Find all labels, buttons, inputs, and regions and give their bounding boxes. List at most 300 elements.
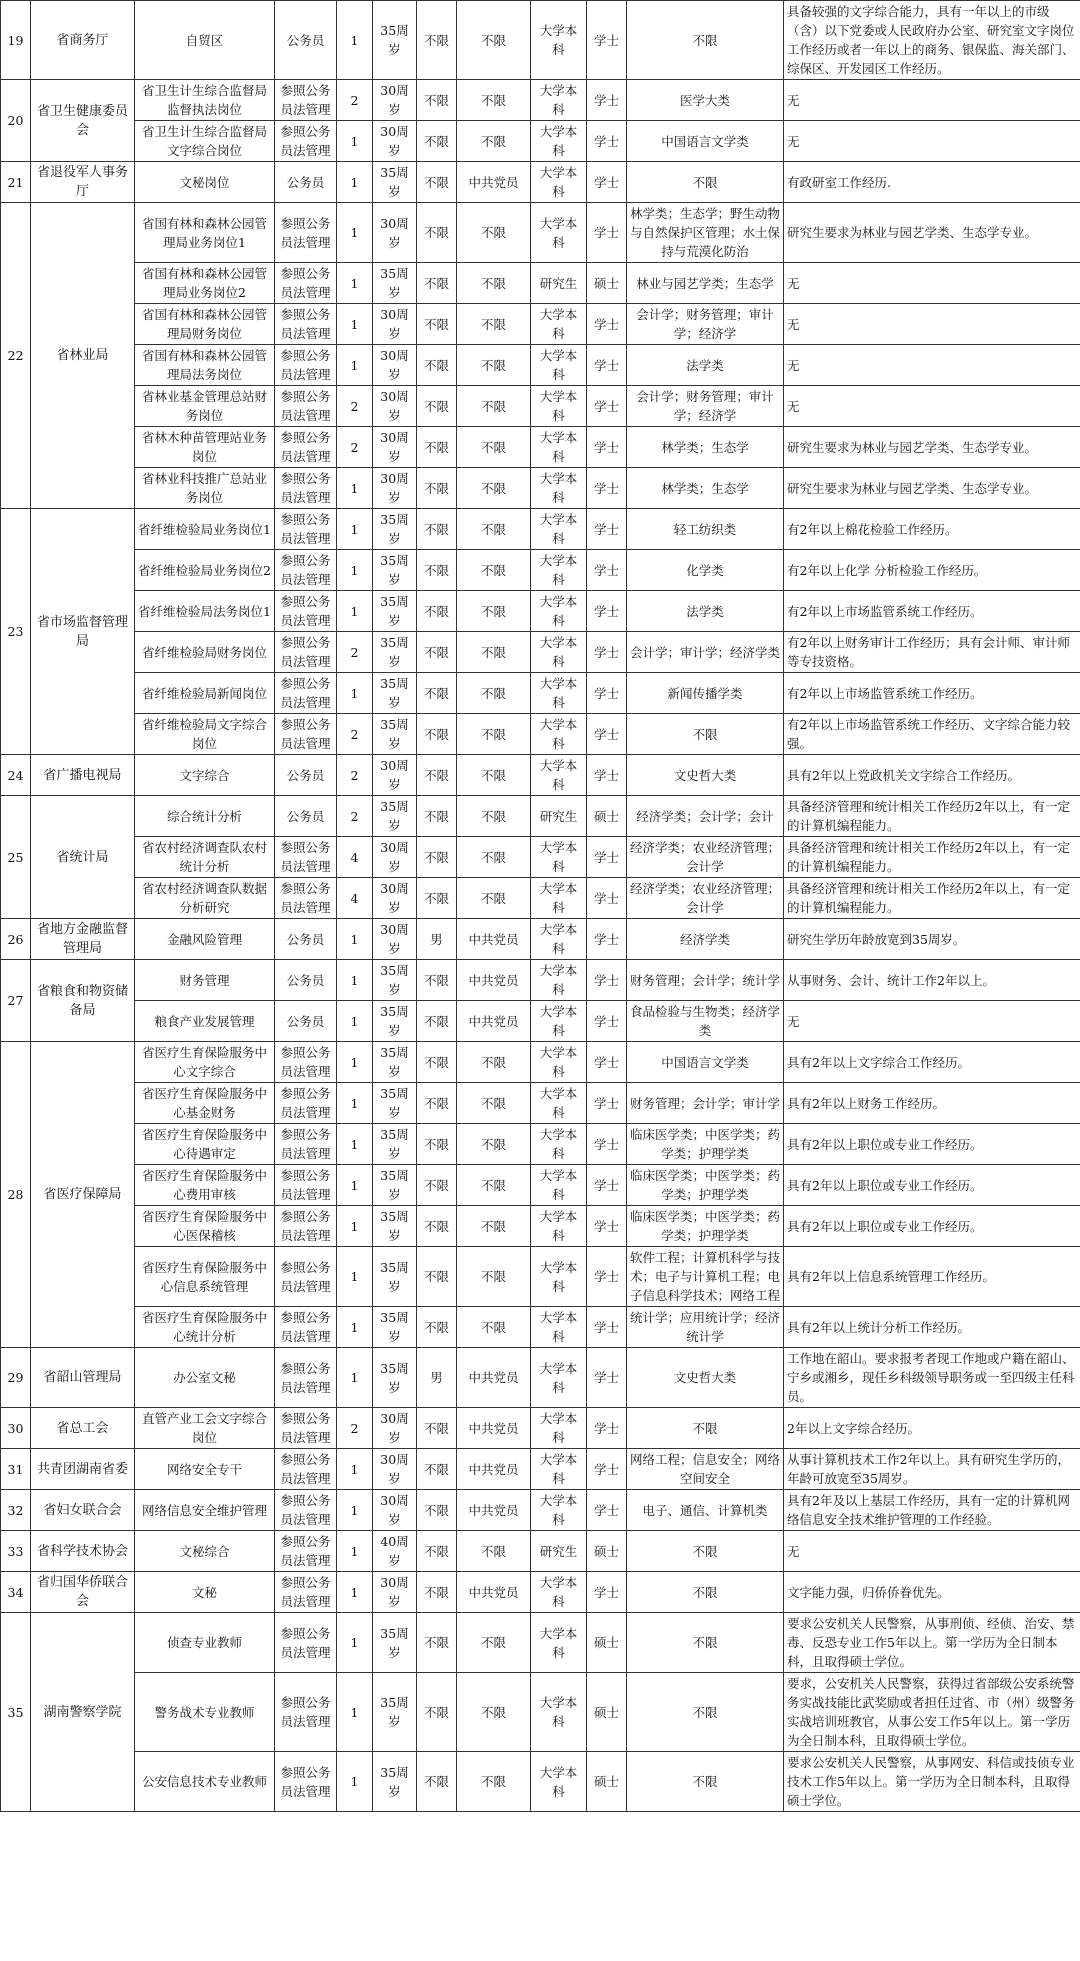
pol-cell: 不限	[457, 550, 531, 591]
req-cell: 具有2年以上党政机关文字综合工作经历。	[784, 755, 1080, 796]
major-cell: 经济学类；会计学；会计	[627, 796, 784, 837]
pol-cell: 不限	[457, 796, 531, 837]
age-cell: 30周岁	[373, 919, 417, 960]
type-cell: 参照公务员法管理	[275, 509, 337, 550]
deg-cell: 硕士	[587, 1752, 627, 1812]
unit-name-cell: 省地方金融监督管理局	[31, 919, 135, 960]
num-cell: 1	[337, 162, 373, 203]
sex-cell: 不限	[417, 1531, 457, 1572]
pol-cell: 不限	[457, 1307, 531, 1348]
pol-cell: 中共党员	[457, 162, 531, 203]
req-cell: 从事计算机技术工作2年以上。具有研究生学历的，年龄可放宽至35周岁。	[784, 1449, 1080, 1490]
req-cell: 要求公安机关人民警察，从事网安、科信或技侦专业技术工作5年以上。第一学历为全日制本科，且取得硕士学位。	[784, 1752, 1080, 1812]
pol-cell: 不限	[457, 1165, 531, 1206]
num-cell: 1	[337, 203, 373, 263]
pos-cell: 财务管理	[135, 960, 275, 1001]
req-cell: 具备经济管理和统计相关工作经历2年以上，有一定的计算机编程能力。	[784, 878, 1080, 919]
unit-name-cell: 省商务厅	[31, 1, 135, 80]
type-cell: 参照公务员法管理	[275, 386, 337, 427]
unit-name-cell: 省科学技术协会	[31, 1531, 135, 1572]
serial-number-cell: 31	[1, 1449, 31, 1490]
pol-cell: 中共党员	[457, 1572, 531, 1613]
req-cell: 有2年以上市场监管系统工作经历。	[784, 673, 1080, 714]
sex-cell: 不限	[417, 1124, 457, 1165]
deg-cell: 学士	[587, 714, 627, 755]
age-cell: 35周岁	[373, 550, 417, 591]
pol-cell: 不限	[457, 1, 531, 80]
pos-cell: 省医疗生育保险服务中心基金财务	[135, 1083, 275, 1124]
sex-cell: 不限	[417, 1613, 457, 1673]
type-cell: 参照公务员法管理	[275, 1572, 337, 1613]
unit-name-cell: 省总工会	[31, 1408, 135, 1449]
major-cell: 不限	[627, 1613, 784, 1673]
edu-cell: 大学本科	[531, 755, 587, 796]
age-cell: 35周岁	[373, 1613, 417, 1673]
sex-cell: 不限	[417, 1001, 457, 1042]
pos-cell: 网络信息安全维护管理	[135, 1490, 275, 1531]
req-cell: 2年以上文字综合经历。	[784, 1408, 1080, 1449]
pol-cell: 中共党员	[457, 960, 531, 1001]
req-cell: 有2年以上市场监管系统工作经历、文字综合能力较强。	[784, 714, 1080, 755]
type-cell: 参照公务员法管理	[275, 1124, 337, 1165]
deg-cell: 硕士	[587, 796, 627, 837]
type-cell: 参照公务员法管理	[275, 837, 337, 878]
age-cell: 35周岁	[373, 1247, 417, 1307]
table-row	[1, 960, 1080, 1001]
num-cell: 1	[337, 509, 373, 550]
deg-cell: 学士	[587, 1, 627, 80]
num-cell: 1	[337, 1348, 373, 1408]
major-cell: 不限	[627, 1673, 784, 1752]
table-row	[1, 1408, 1080, 1449]
pol-cell: 中共党员	[457, 919, 531, 960]
num-cell: 1	[337, 263, 373, 304]
pos-cell: 办公室文秘	[135, 1348, 275, 1408]
num-cell: 1	[337, 1042, 373, 1083]
type-cell: 公务员	[275, 162, 337, 203]
edu-cell: 大学本科	[531, 960, 587, 1001]
age-cell: 40周岁	[373, 1531, 417, 1572]
type-cell: 公务员	[275, 1001, 337, 1042]
age-cell: 35周岁	[373, 162, 417, 203]
table-row	[1, 919, 1080, 960]
major-cell: 新闻传播学类	[627, 673, 784, 714]
pol-cell: 不限	[457, 203, 531, 263]
pol-cell: 不限	[457, 632, 531, 673]
req-cell: 无	[784, 1001, 1080, 1042]
pos-cell: 省国有林和森林公园管理局业务岗位1	[135, 203, 275, 263]
major-cell: 不限	[627, 1531, 784, 1572]
deg-cell: 学士	[587, 837, 627, 878]
req-cell: 具有2年以上职位或专业工作经历。	[784, 1124, 1080, 1165]
deg-cell: 学士	[587, 1348, 627, 1408]
num-cell: 1	[337, 1165, 373, 1206]
edu-cell: 大学本科	[531, 386, 587, 427]
pol-cell: 不限	[457, 1613, 531, 1673]
num-cell: 1	[337, 1490, 373, 1531]
edu-cell: 大学本科	[531, 304, 587, 345]
edu-cell: 大学本科	[531, 345, 587, 386]
major-cell: 法学类	[627, 591, 784, 632]
serial-number-cell: 35	[1, 1613, 31, 1812]
num-cell: 1	[337, 1449, 373, 1490]
edu-cell: 大学本科	[531, 550, 587, 591]
major-cell: 电子、通信、计算机类	[627, 1490, 784, 1531]
table-row	[1, 1348, 1080, 1408]
age-cell: 30周岁	[373, 755, 417, 796]
pos-cell: 省纤维检验局文字综合岗位	[135, 714, 275, 755]
table-row	[1, 878, 1080, 919]
num-cell: 1	[337, 673, 373, 714]
sex-cell: 不限	[417, 203, 457, 263]
req-cell: 具有2年以上信息系统管理工作经历。	[784, 1247, 1080, 1307]
edu-cell: 大学本科	[531, 1083, 587, 1124]
deg-cell: 学士	[587, 1572, 627, 1613]
age-cell: 30周岁	[373, 427, 417, 468]
age-cell: 30周岁	[373, 1408, 417, 1449]
req-cell: 具备经济管理和统计相关工作经历2年以上，有一定的计算机编程能力。	[784, 796, 1080, 837]
pos-cell: 省农村经济调查队农村统计分析	[135, 837, 275, 878]
sex-cell: 不限	[417, 1042, 457, 1083]
table-row	[1, 1572, 1080, 1613]
age-cell: 35周岁	[373, 1307, 417, 1348]
req-cell: 具有2年以上职位或专业工作经历。	[784, 1206, 1080, 1247]
pos-cell: 自贸区	[135, 1, 275, 80]
edu-cell: 大学本科	[531, 427, 587, 468]
table-row	[1, 1752, 1080, 1812]
sex-cell: 不限	[417, 960, 457, 1001]
edu-cell: 大学本科	[531, 121, 587, 162]
table-row	[1, 121, 1080, 162]
table-row	[1, 80, 1080, 121]
edu-cell: 大学本科	[531, 80, 587, 121]
deg-cell: 学士	[587, 1307, 627, 1348]
table-row	[1, 1083, 1080, 1124]
pos-cell: 省纤维检验局法务岗位1	[135, 591, 275, 632]
pol-cell: 中共党员	[457, 1348, 531, 1408]
req-cell: 要求，公安机关人民警察，获得过省部级公安系统警务实战技能比武奖励或者担任过省、市（州）级警务实战培训班教官，从事公安工作5年以上。第一学历为全日制本科，且取得硕士学位。	[784, 1673, 1080, 1752]
table-row	[1, 162, 1080, 203]
req-cell: 有2年以上市场监管系统工作经历。	[784, 591, 1080, 632]
num-cell: 2	[337, 796, 373, 837]
deg-cell: 学士	[587, 304, 627, 345]
edu-cell: 大学本科	[531, 632, 587, 673]
deg-cell: 学士	[587, 1083, 627, 1124]
pos-cell: 公安信息技术专业教师	[135, 1752, 275, 1812]
age-cell: 30周岁	[373, 345, 417, 386]
age-cell: 35周岁	[373, 796, 417, 837]
sex-cell: 不限	[417, 1247, 457, 1307]
deg-cell: 学士	[587, 960, 627, 1001]
deg-cell: 学士	[587, 591, 627, 632]
req-cell: 具有2年及以上基层工作经历，具有一定的计算机网络信息安全技术维护管理的工作经验。	[784, 1490, 1080, 1531]
num-cell: 1	[337, 1613, 373, 1673]
serial-number-cell: 23	[1, 509, 31, 755]
num-cell: 2	[337, 386, 373, 427]
major-cell: 不限	[627, 714, 784, 755]
req-cell: 从事财务、会计、统计工作2年以上。	[784, 960, 1080, 1001]
serial-number-cell: 29	[1, 1348, 31, 1408]
major-cell: 临床医学类；中医学类；药学类；护理学类	[627, 1124, 784, 1165]
age-cell: 30周岁	[373, 837, 417, 878]
num-cell: 1	[337, 1531, 373, 1572]
edu-cell: 大学本科	[531, 203, 587, 263]
age-cell: 30周岁	[373, 1449, 417, 1490]
major-cell: 轻工纺织类	[627, 509, 784, 550]
type-cell: 公务员	[275, 960, 337, 1001]
major-cell: 医学大类	[627, 80, 784, 121]
age-cell: 30周岁	[373, 878, 417, 919]
num-cell: 1	[337, 919, 373, 960]
major-cell: 不限	[627, 162, 784, 203]
sex-cell: 不限	[417, 837, 457, 878]
age-cell: 30周岁	[373, 203, 417, 263]
serial-number-cell: 20	[1, 80, 31, 162]
pos-cell: 省卫生计生综合监督局文字综合岗位	[135, 121, 275, 162]
major-cell: 化学类	[627, 550, 784, 591]
edu-cell: 大学本科	[531, 1001, 587, 1042]
req-cell: 研究生要求为林业与园艺学类、生态学专业。	[784, 427, 1080, 468]
pos-cell: 网络安全专干	[135, 1449, 275, 1490]
req-cell: 具备较强的文字综合能力，具有一年以上的市级（含）以下党委或人民政府办公室、研究室文字岗位工作经历或者一年以上的商务、银保监、海关部门、综保区、开发园区工作经历。	[784, 1, 1080, 80]
pos-cell: 省纤维检验局业务岗位1	[135, 509, 275, 550]
num-cell: 2	[337, 755, 373, 796]
edu-cell: 研究生	[531, 796, 587, 837]
pos-cell: 省国有林和森林公园管理局业务岗位2	[135, 263, 275, 304]
type-cell: 参照公务员法管理	[275, 121, 337, 162]
unit-name-cell: 省归国华侨联合会	[31, 1572, 135, 1613]
unit-name-cell: 共青团湖南省委	[31, 1449, 135, 1490]
edu-cell: 大学本科	[531, 1449, 587, 1490]
num-cell: 1	[337, 468, 373, 509]
sex-cell: 不限	[417, 162, 457, 203]
req-cell: 研究生学历年龄放宽到35周岁。	[784, 919, 1080, 960]
pol-cell: 中共党员	[457, 1490, 531, 1531]
req-cell: 具有2年以上文字综合工作经历。	[784, 1042, 1080, 1083]
deg-cell: 学士	[587, 878, 627, 919]
req-cell: 无	[784, 304, 1080, 345]
num-cell: 1	[337, 1673, 373, 1752]
req-cell: 无	[784, 121, 1080, 162]
sex-cell: 不限	[417, 632, 457, 673]
table-row	[1, 1673, 1080, 1752]
num-cell: 2	[337, 80, 373, 121]
num-cell: 1	[337, 591, 373, 632]
sex-cell: 不限	[417, 427, 457, 468]
pol-cell: 不限	[457, 1247, 531, 1307]
pos-cell: 省医疗生育保险服务中心信息系统管理	[135, 1247, 275, 1307]
sex-cell: 不限	[417, 386, 457, 427]
pos-cell: 省林木种苗管理站业务岗位	[135, 427, 275, 468]
table-row	[1, 263, 1080, 304]
edu-cell: 大学本科	[531, 1490, 587, 1531]
major-cell: 财务管理；会计学；统计学	[627, 960, 784, 1001]
deg-cell: 学士	[587, 509, 627, 550]
age-cell: 35周岁	[373, 1673, 417, 1752]
major-cell: 中国语言文学类	[627, 1042, 784, 1083]
pos-cell: 省医疗生育保险服务中心文字综合	[135, 1042, 275, 1083]
deg-cell: 学士	[587, 550, 627, 591]
sex-cell: 不限	[417, 714, 457, 755]
major-cell: 会计学；审计学；经济学类	[627, 632, 784, 673]
type-cell: 参照公务员法管理	[275, 345, 337, 386]
num-cell: 1	[337, 345, 373, 386]
sex-cell: 不限	[417, 796, 457, 837]
pol-cell: 不限	[457, 121, 531, 162]
sex-cell: 不限	[417, 1206, 457, 1247]
unit-name-cell: 省粮食和物资储备局	[31, 960, 135, 1042]
deg-cell: 学士	[587, 1490, 627, 1531]
edu-cell: 大学本科	[531, 1673, 587, 1752]
pos-cell: 综合统计分析	[135, 796, 275, 837]
age-cell: 30周岁	[373, 468, 417, 509]
num-cell: 4	[337, 837, 373, 878]
major-cell: 软件工程；计算机科学与技术；电子与计算机工程；电子信息科学技术；网络工程	[627, 1247, 784, 1307]
sex-cell: 不限	[417, 1572, 457, 1613]
serial-number-cell: 26	[1, 919, 31, 960]
num-cell: 1	[337, 1001, 373, 1042]
major-cell: 会计学；财务管理；审计学；经济学	[627, 386, 784, 427]
pol-cell: 不限	[457, 1531, 531, 1572]
req-cell: 无	[784, 263, 1080, 304]
sex-cell: 不限	[417, 1083, 457, 1124]
sex-cell: 不限	[417, 1752, 457, 1812]
type-cell: 参照公务员法管理	[275, 1613, 337, 1673]
type-cell: 参照公务员法管理	[275, 468, 337, 509]
sex-cell: 不限	[417, 1408, 457, 1449]
edu-cell: 大学本科	[531, 714, 587, 755]
edu-cell: 大学本科	[531, 468, 587, 509]
deg-cell: 学士	[587, 1042, 627, 1083]
age-cell: 35周岁	[373, 509, 417, 550]
edu-cell: 研究生	[531, 1531, 587, 1572]
age-cell: 35周岁	[373, 263, 417, 304]
pos-cell: 省医疗生育保险服务中心统计分析	[135, 1307, 275, 1348]
req-cell: 有2年以上棉花检验工作经历。	[784, 509, 1080, 550]
pos-cell: 警务战术专业教师	[135, 1673, 275, 1752]
edu-cell: 大学本科	[531, 1348, 587, 1408]
pol-cell: 不限	[457, 1673, 531, 1752]
deg-cell: 学士	[587, 1449, 627, 1490]
req-cell: 要求公安机关人民警察，从事刑侦、经侦、治安、禁毒、反恐专业工作5年以上。第一学历为全日制本科，且取得硕士学位。	[784, 1613, 1080, 1673]
unit-name-cell: 湖南警察学院	[31, 1613, 135, 1812]
unit-name-cell: 省林业局	[31, 203, 135, 509]
type-cell: 参照公务员法管理	[275, 550, 337, 591]
major-cell: 不限	[627, 1, 784, 80]
sex-cell: 不限	[417, 1307, 457, 1348]
table-row	[1, 386, 1080, 427]
unit-name-cell: 省广播电视局	[31, 755, 135, 796]
pos-cell: 文字综合	[135, 755, 275, 796]
age-cell: 30周岁	[373, 1572, 417, 1613]
edu-cell: 大学本科	[531, 673, 587, 714]
table-row	[1, 1124, 1080, 1165]
req-cell: 具备经济管理和统计相关工作经历2年以上，有一定的计算机编程能力。	[784, 837, 1080, 878]
age-cell: 35周岁	[373, 1165, 417, 1206]
major-cell: 文史哲大类	[627, 1348, 784, 1408]
edu-cell: 大学本科	[531, 1572, 587, 1613]
type-cell: 公务员	[275, 755, 337, 796]
pol-cell: 不限	[457, 837, 531, 878]
num-cell: 1	[337, 1307, 373, 1348]
deg-cell: 学士	[587, 427, 627, 468]
sex-cell: 不限	[417, 1673, 457, 1752]
type-cell: 公务员	[275, 919, 337, 960]
pol-cell: 不限	[457, 1083, 531, 1124]
pol-cell: 不限	[457, 468, 531, 509]
pol-cell: 不限	[457, 1042, 531, 1083]
age-cell: 35周岁	[373, 1752, 417, 1812]
table-row	[1, 673, 1080, 714]
age-cell: 35周岁	[373, 673, 417, 714]
age-cell: 30周岁	[373, 304, 417, 345]
req-cell: 有政研室工作经历.	[784, 162, 1080, 203]
serial-number-cell: 30	[1, 1408, 31, 1449]
pol-cell: 不限	[457, 386, 531, 427]
deg-cell: 学士	[587, 1001, 627, 1042]
serial-number-cell: 25	[1, 796, 31, 919]
unit-name-cell: 省医疗保障局	[31, 1042, 135, 1348]
table-row	[1, 468, 1080, 509]
table-row	[1, 203, 1080, 263]
deg-cell: 学士	[587, 1247, 627, 1307]
edu-cell: 大学本科	[531, 1, 587, 80]
table-row	[1, 591, 1080, 632]
serial-number-cell: 32	[1, 1490, 31, 1531]
pol-cell: 不限	[457, 673, 531, 714]
edu-cell: 大学本科	[531, 878, 587, 919]
age-cell: 30周岁	[373, 80, 417, 121]
num-cell: 1	[337, 1572, 373, 1613]
edu-cell: 大学本科	[531, 591, 587, 632]
edu-cell: 大学本科	[531, 162, 587, 203]
deg-cell: 学士	[587, 1206, 627, 1247]
pos-cell: 省林业科技推广总站业务岗位	[135, 468, 275, 509]
major-cell: 林学类；生态学	[627, 468, 784, 509]
sex-cell: 不限	[417, 1, 457, 80]
type-cell: 参照公务员法管理	[275, 263, 337, 304]
num-cell: 1	[337, 960, 373, 1001]
type-cell: 参照公务员法管理	[275, 1752, 337, 1812]
table-row	[1, 632, 1080, 673]
num-cell: 1	[337, 550, 373, 591]
type-cell: 参照公务员法管理	[275, 1247, 337, 1307]
sex-cell: 不限	[417, 878, 457, 919]
deg-cell: 学士	[587, 121, 627, 162]
req-cell: 具有2年以上财务工作经历。	[784, 1083, 1080, 1124]
type-cell: 参照公务员法管理	[275, 632, 337, 673]
age-cell: 35周岁	[373, 1124, 417, 1165]
sex-cell: 不限	[417, 263, 457, 304]
pos-cell: 文秘岗位	[135, 162, 275, 203]
req-cell: 工作地在韶山。要求报考者现工作地或户籍在韶山、宁乡或湘乡，现任乡科级领导职务或一至四级主任科员。	[784, 1348, 1080, 1408]
deg-cell: 硕士	[587, 263, 627, 304]
pos-cell: 省医疗生育保险服务中心待遇审定	[135, 1124, 275, 1165]
type-cell: 参照公务员法管理	[275, 304, 337, 345]
table-row	[1, 1206, 1080, 1247]
table-row	[1, 509, 1080, 550]
req-cell: 无	[784, 345, 1080, 386]
deg-cell: 学士	[587, 80, 627, 121]
sex-cell: 不限	[417, 755, 457, 796]
type-cell: 参照公务员法管理	[275, 1449, 337, 1490]
age-cell: 35周岁	[373, 632, 417, 673]
pol-cell: 不限	[457, 263, 531, 304]
major-cell: 统计学；应用统计学；经济统计学	[627, 1307, 784, 1348]
pos-cell: 文秘综合	[135, 1531, 275, 1572]
pos-cell: 省纤维检验局业务岗位2	[135, 550, 275, 591]
sex-cell: 不限	[417, 673, 457, 714]
